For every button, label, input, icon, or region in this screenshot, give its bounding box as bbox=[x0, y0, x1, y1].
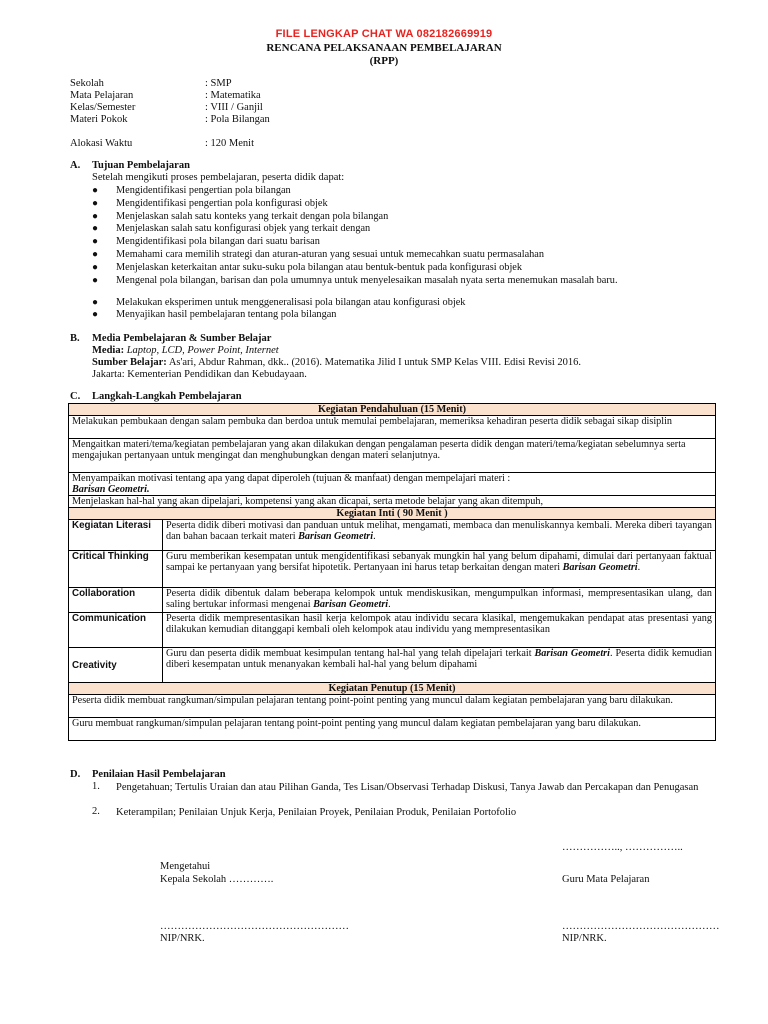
document-subtitle: (RPP) bbox=[369, 55, 399, 67]
section-d-letter: D. bbox=[70, 769, 81, 780]
table-row bbox=[69, 508, 716, 520]
activity-label: Creativity bbox=[69, 648, 163, 683]
activity-text: Guru memberikan kesempatan untuk mengidentifikasi sebanyak mungkin hal yang belum dipahami, dimulai dari pertanyaan faktual sampai ke pertanyaan yang bersifat hipotetik. Pertanyaan ini harus tetap berkaitan dengan materi Barisan Geometri. bbox=[163, 551, 716, 588]
activity-text: Peserta didik diberi motivasi dan panduan untuk melihat, mengamati, membaca dan menuliskannya kembali. Mereka diberi tayangan dan bahan bacaan terkait materi Barisan Geometri. bbox=[163, 520, 716, 551]
bullet-icon: ● bbox=[92, 236, 99, 247]
bullet-icon: ● bbox=[92, 211, 99, 222]
list-item: Mengenal pola bilangan, barisan dan pola umumnya untuk menyelesaikan masalah nyata serta menemukan masalah baru. bbox=[116, 275, 618, 286]
identity-label: Alokasi Waktu bbox=[70, 138, 133, 149]
identity-label: Mata Pelajaran bbox=[70, 90, 134, 101]
nip-left: NIP/NRK. bbox=[160, 933, 205, 944]
table-row bbox=[69, 551, 716, 588]
identity-value: : 120 Menit bbox=[205, 138, 254, 149]
list-item: Menjelaskan keterkaitan antar suku-suku pola bilangan atau bentuk-bentuk pada konfigurasi objek bbox=[116, 262, 523, 273]
table-cell bbox=[69, 473, 716, 496]
table-row bbox=[69, 473, 716, 496]
source-value-cont: Jakarta: Kementerian Pendidikan dan Kebudayaan. bbox=[92, 369, 307, 380]
table-row bbox=[69, 718, 716, 741]
table-cell: Peserta didik membuat rangkuman/simpulan pelajaran tentang point-point penting yang muncul dalam kegiatan pembelajaran yang baru dilakukan. bbox=[69, 695, 716, 718]
identity-label: Sekolah bbox=[70, 78, 104, 89]
contact-banner: FILE LENGKAP CHAT WA 082182669919 bbox=[275, 28, 493, 40]
table-row bbox=[69, 520, 716, 551]
pendahuluan-header: Kegiatan Pendahuluan (15 Menit) bbox=[69, 404, 716, 416]
place-date: …………….., …………….. bbox=[562, 842, 683, 853]
table-cell: Guru membuat rangkuman/simpulan pelajaran tentang point-point penting yang muncul dalam kegiatan pembelajaran yang baru dilakukan. bbox=[69, 718, 716, 741]
list-item: Memahami cara memilih strategi dan aturan-aturan yang sesuai untuk memecahkan suatu permasalahan bbox=[116, 249, 545, 260]
known-by: Mengetahui bbox=[160, 861, 211, 872]
activity-label: Kegiatan Literasi bbox=[69, 520, 163, 551]
identity-value: : Matematika bbox=[205, 90, 261, 101]
list-item: Menjelaskan salah satu konfigurasi objek yang terkait dengan bbox=[116, 223, 371, 234]
bullet-icon: ● bbox=[92, 275, 99, 286]
activity-text: Guru dan peserta didik membuat kesimpulan tentang hal-hal yang telah dipelajari terkait Barisan Geometri. Peserta didik kemudian diberi kesempatan untuk menanyakan kembali hal-hal yang belum dipahami bbox=[163, 648, 716, 683]
list-item: Mengidentifikasi pola bilangan dari suatu barisan bbox=[116, 236, 320, 247]
table-row bbox=[69, 613, 716, 648]
section-a-title: Tujuan Pembelajaran bbox=[92, 160, 190, 171]
motivation-text: Menyampaikan motivasi tentang apa yang dapat diperoleh (tujuan & manfaat) dengan mempelajari materi : bbox=[72, 473, 511, 484]
section-b-title: Media Pembelajaran & Sumber Belajar bbox=[92, 333, 272, 344]
bullet-icon: ● bbox=[92, 262, 99, 273]
identity-value: : Pola Bilangan bbox=[205, 114, 270, 125]
table-row bbox=[69, 496, 716, 508]
section-c-letter: C. bbox=[70, 391, 81, 402]
activity-text: Peserta didik mempresentasikan hasil kerja kelompok atau individu secara klasikal, mengemukakan pendapat atas presentasi yang dilakukan kemudian ditanggapi kembali oleh kelompok atau individu yang mempresentasikan bbox=[163, 613, 716, 648]
list-number: 1. bbox=[92, 781, 100, 792]
bullet-icon: ● bbox=[92, 309, 99, 320]
table-row bbox=[69, 695, 716, 718]
bullet-icon: ● bbox=[92, 185, 99, 196]
section-b-letter: B. bbox=[70, 333, 80, 344]
activity-label: Collaboration bbox=[69, 588, 163, 613]
principal-title: Kepala Sekolah …………. bbox=[160, 874, 274, 885]
identity-label: Materi Pokok bbox=[70, 114, 128, 125]
bullet-icon: ● bbox=[92, 223, 99, 234]
table-row bbox=[69, 439, 716, 473]
signature-line-right: ……………………………………… bbox=[562, 921, 720, 932]
source-row bbox=[92, 357, 722, 368]
list-item: Menjelaskan salah satu konteks yang terkait dengan pola bilangan bbox=[116, 211, 389, 222]
table-cell: Melakukan pembukaan dengan salam pembuka dan berdoa untuk memulai pembelajaran, memeriksa kehadiran peserta didik sebagai sikap disiplin bbox=[69, 416, 716, 439]
bullet-icon: ● bbox=[92, 297, 99, 308]
section-d-title: Penilaian Hasil Pembelajaran bbox=[92, 769, 226, 780]
nip-right: NIP/NRK. bbox=[562, 933, 607, 944]
identity-label: Kelas/Semester bbox=[70, 102, 136, 113]
table-cell: Menjelaskan hal-hal yang akan dipelajari, kompetensi yang akan dicapai, serta metode belajar yang akan ditempuh, bbox=[69, 496, 716, 508]
list-item: Mengidentifikasi pengertian pola konfigurasi objek bbox=[116, 198, 328, 209]
list-item: Melakukan eksperimen untuk menggeneralisasi pola bilangan atau konfigurasi objek bbox=[116, 297, 466, 308]
motivation-topic: Barisan Geometri. bbox=[72, 484, 150, 495]
media-row bbox=[92, 345, 279, 356]
source-label: Sumber Belajar: bbox=[92, 357, 167, 368]
inti-header: Kegiatan Inti ( 90 Menit ) bbox=[69, 508, 716, 520]
table-row bbox=[69, 416, 716, 439]
table-row bbox=[69, 648, 716, 683]
table-cell: Mengaitkan materi/tema/kegiatan pembelajaran yang akan dilakukan dengan pengalaman peserta didik dengan materi/tema/kegiatan sebelumnya serta mengajukan pertanyaan untuk mengingat dan menghubungkan dengan materi selanjutnya. bbox=[69, 439, 716, 473]
section-a-letter: A. bbox=[70, 160, 81, 171]
list-item: Pengetahuan; Tertulis Uraian dan atau Pilihan Ganda, Tes Lisan/Observasi Terhadap Diskusi, Tanya Jawab dan Percakapan dan Penugasan bbox=[116, 782, 699, 793]
list-item: Menyajikan hasil pembelajaran tentang pola bilangan bbox=[116, 309, 337, 320]
bullet-icon: ● bbox=[92, 198, 99, 209]
media-label: Media: bbox=[92, 345, 125, 356]
table-row bbox=[69, 404, 716, 416]
identity-value: : VIII / Ganjil bbox=[205, 102, 263, 113]
table-row bbox=[69, 588, 716, 613]
signature-line-left: ……………………………………………… bbox=[160, 921, 349, 932]
learning-steps-table bbox=[68, 403, 716, 741]
penutup-header: Kegiatan Penutup (15 Menit) bbox=[69, 683, 716, 695]
activity-text: Peserta didik dibentuk dalam beberapa kelompok untuk mendiskusikan, mengumpulkan informasi, mempresentasikan ulang, dan saling bertukar informasi mengenai Barisan Geometri. bbox=[163, 588, 716, 613]
identity-value: : SMP bbox=[205, 78, 232, 89]
media-value: Laptop, LCD, Power Point, Internet bbox=[126, 345, 279, 356]
activity-label: Critical Thinking bbox=[69, 551, 163, 588]
source-value: As'ari, Abdur Rahman, dkk.. (2016). Matematika Jilid I untuk SMP Kelas VIII. Edisi Revisi 2016. bbox=[168, 357, 582, 368]
bullet-icon: ● bbox=[92, 249, 99, 260]
table-row bbox=[69, 683, 716, 695]
section-c-title: Langkah-Langkah Pembelajaran bbox=[92, 391, 242, 402]
activity-label: Communication bbox=[69, 613, 163, 648]
teacher-title: Guru Mata Pelajaran bbox=[562, 874, 650, 885]
section-a-intro: Setelah mengikuti proses pembelajaran, peserta didik dapat: bbox=[92, 172, 345, 183]
list-item: Keterampilan; Penilaian Unjuk Kerja, Penilaian Proyek, Penilaian Produk, Penilaian Portofolio bbox=[116, 807, 517, 818]
document-title: RENCANA PELAKSANAAN PEMBELAJARAN bbox=[266, 42, 502, 54]
list-number: 2. bbox=[92, 806, 100, 817]
list-item: Mengidentifikasi pengertian pola bilangan bbox=[116, 185, 291, 196]
